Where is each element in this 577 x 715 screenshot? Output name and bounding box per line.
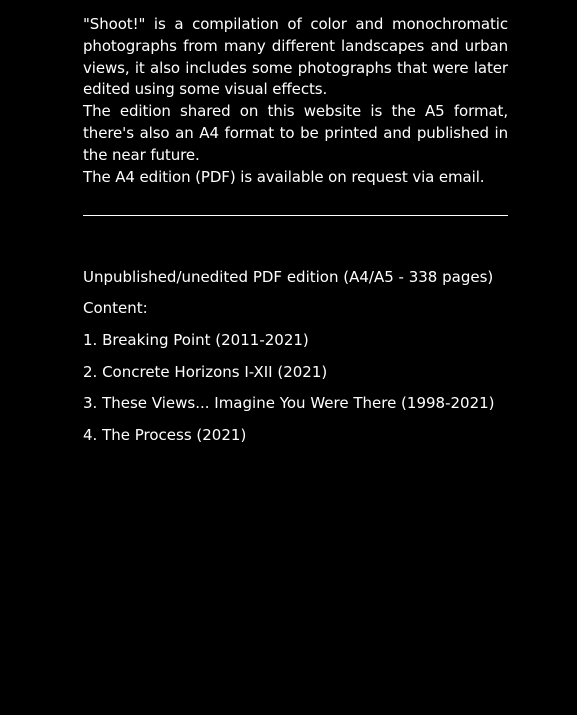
contents-list-item: 4. The Process (2021) bbox=[83, 425, 247, 444]
intro-paragraph-formats: The edition shared on this website is the A5 format, there's also an A4 format to be printed and published in the near future. bbox=[83, 102, 508, 164]
edition-info bbox=[83, 267, 508, 445]
contents-list-item: 1. Breaking Point (2011-2021) bbox=[83, 331, 309, 350]
intro-text bbox=[83, 14, 508, 188]
edition-heading: Unpublished/unedited PDF edition (A4/A5 - 338 pages) bbox=[83, 268, 494, 287]
page-content bbox=[83, 14, 508, 456]
contents-list-item: 3. These Views... Imagine You Were There (1998-2021) bbox=[83, 394, 495, 413]
content-label: Content: bbox=[83, 299, 148, 318]
contents-list-item: 2. Concrete Horizons I-XII (2021) bbox=[83, 362, 328, 381]
intro-paragraph-description: "Shoot!" is a compilation of color and monochromatic photographs from many different landscapes and urban views, it also includes some photographs that were later edited using some visual effects. bbox=[83, 15, 508, 99]
horizontal-divider bbox=[83, 215, 508, 216]
intro-paragraph-availability: The A4 edition (PDF) is available on request via email. bbox=[83, 167, 485, 186]
contents-list bbox=[83, 330, 508, 445]
